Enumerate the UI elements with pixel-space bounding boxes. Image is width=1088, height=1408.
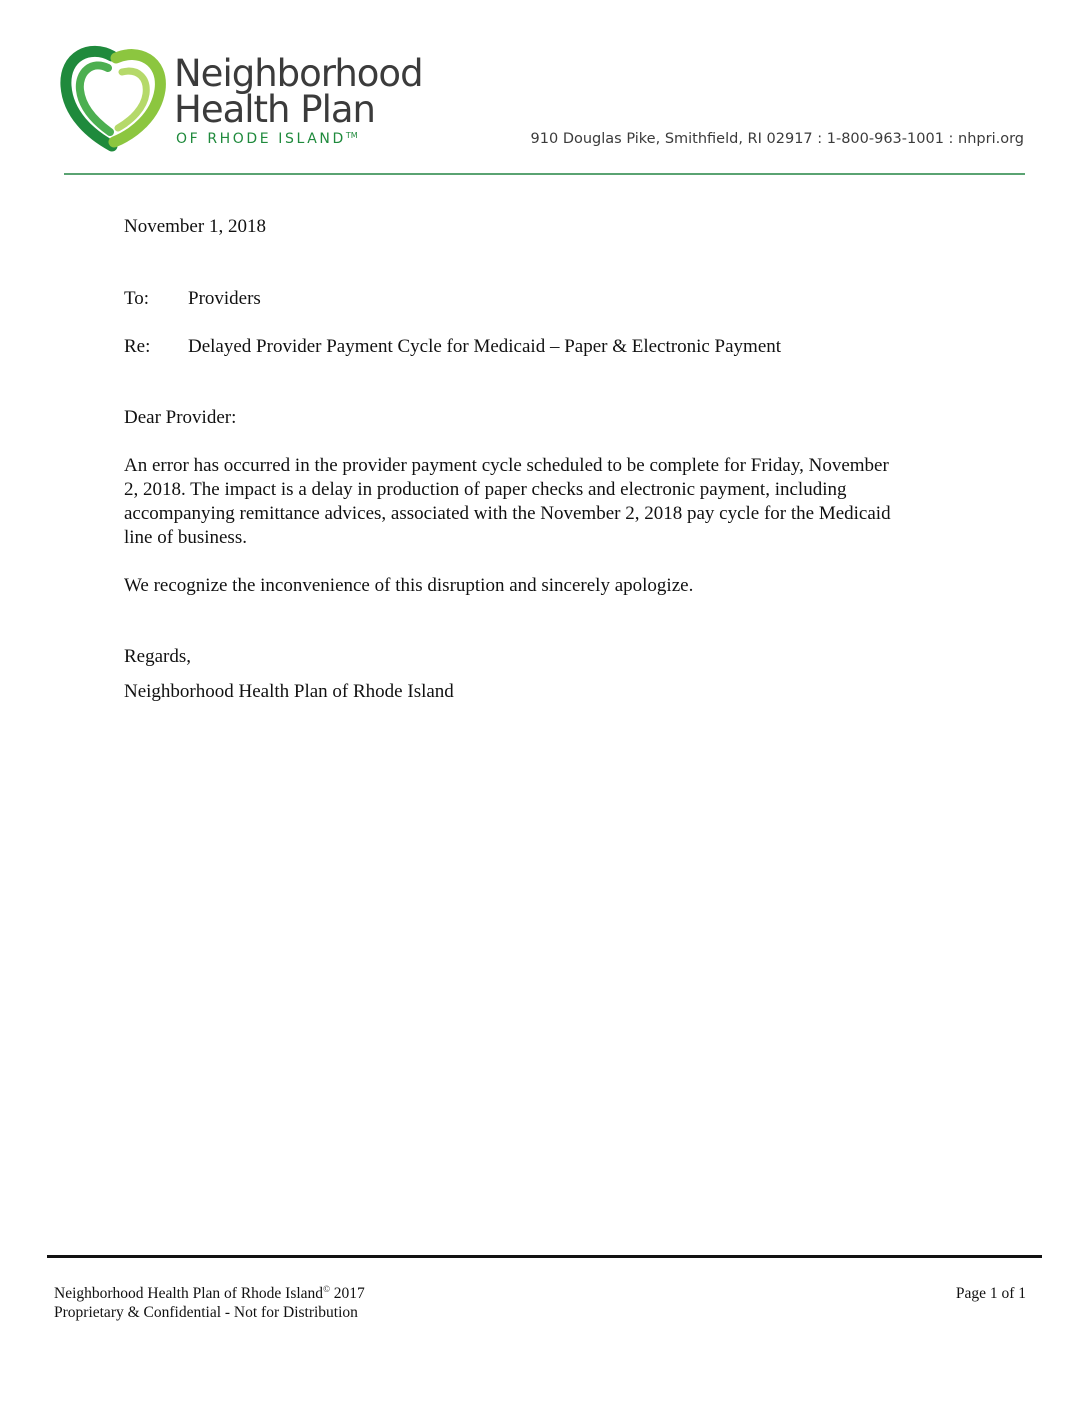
header-divider: [64, 173, 1025, 175]
heart-swirl-logo-icon: [60, 42, 170, 152]
paragraph-line: 2, 2018. The impact is a delay in production of paper checks and electronic payment, including: [124, 479, 847, 500]
salutation: Dear Provider:: [124, 407, 237, 428]
body-paragraph-2: We recognize the inconvenience of this disruption and sincerely apologize.: [124, 575, 694, 596]
logo-wordmark-line-1: Neighborhood: [174, 52, 423, 95]
copyright-symbol: ©: [323, 1283, 330, 1294]
to-label: To:: [124, 288, 150, 309]
footer-divider: [47, 1255, 1042, 1258]
footer-year: 2017: [329, 1285, 365, 1302]
footer-left: [54, 1284, 365, 1322]
letter-date: November 1, 2018: [124, 216, 266, 237]
paragraph-line: An error has occurred in the provider payment cycle scheduled to be complete for Friday, November: [124, 455, 889, 476]
footer-confidential: Proprietary & Confidential - Not for Distribution: [54, 1304, 358, 1321]
logo-subtitle-text: OF RHODE ISLAND: [176, 131, 346, 147]
footer-org-name: Neighborhood Health Plan of Rhode Island: [54, 1285, 324, 1302]
footer-copyright-line: [54, 1284, 365, 1303]
signature: Neighborhood Health Plan of Rhode Island: [124, 681, 454, 702]
logo-subtitle: [176, 132, 358, 146]
re-label: Re:: [124, 336, 151, 357]
contact-info: 910 Douglas Pike, Smithfield, RI 02917 : 1-800-963-1001 : nhpri.org: [530, 131, 1024, 147]
to-value: Providers: [188, 288, 261, 309]
paragraph-line: line of business.: [124, 527, 247, 548]
body-paragraph-1: [124, 454, 984, 550]
subject-line: Delayed Provider Payment Cycle for Medicaid – Paper & Electronic Payment: [188, 336, 782, 357]
logo-wordmark-line-2: Health Plan: [174, 88, 375, 131]
page-number: Page 1 of 1: [955, 1285, 1026, 1302]
logo-trademark: TM: [345, 131, 358, 140]
paragraph-line: accompanying remittance advices, associated with the November 2, 2018 pay cycle for the Medicaid: [124, 503, 891, 524]
closing: Regards,: [124, 646, 192, 667]
